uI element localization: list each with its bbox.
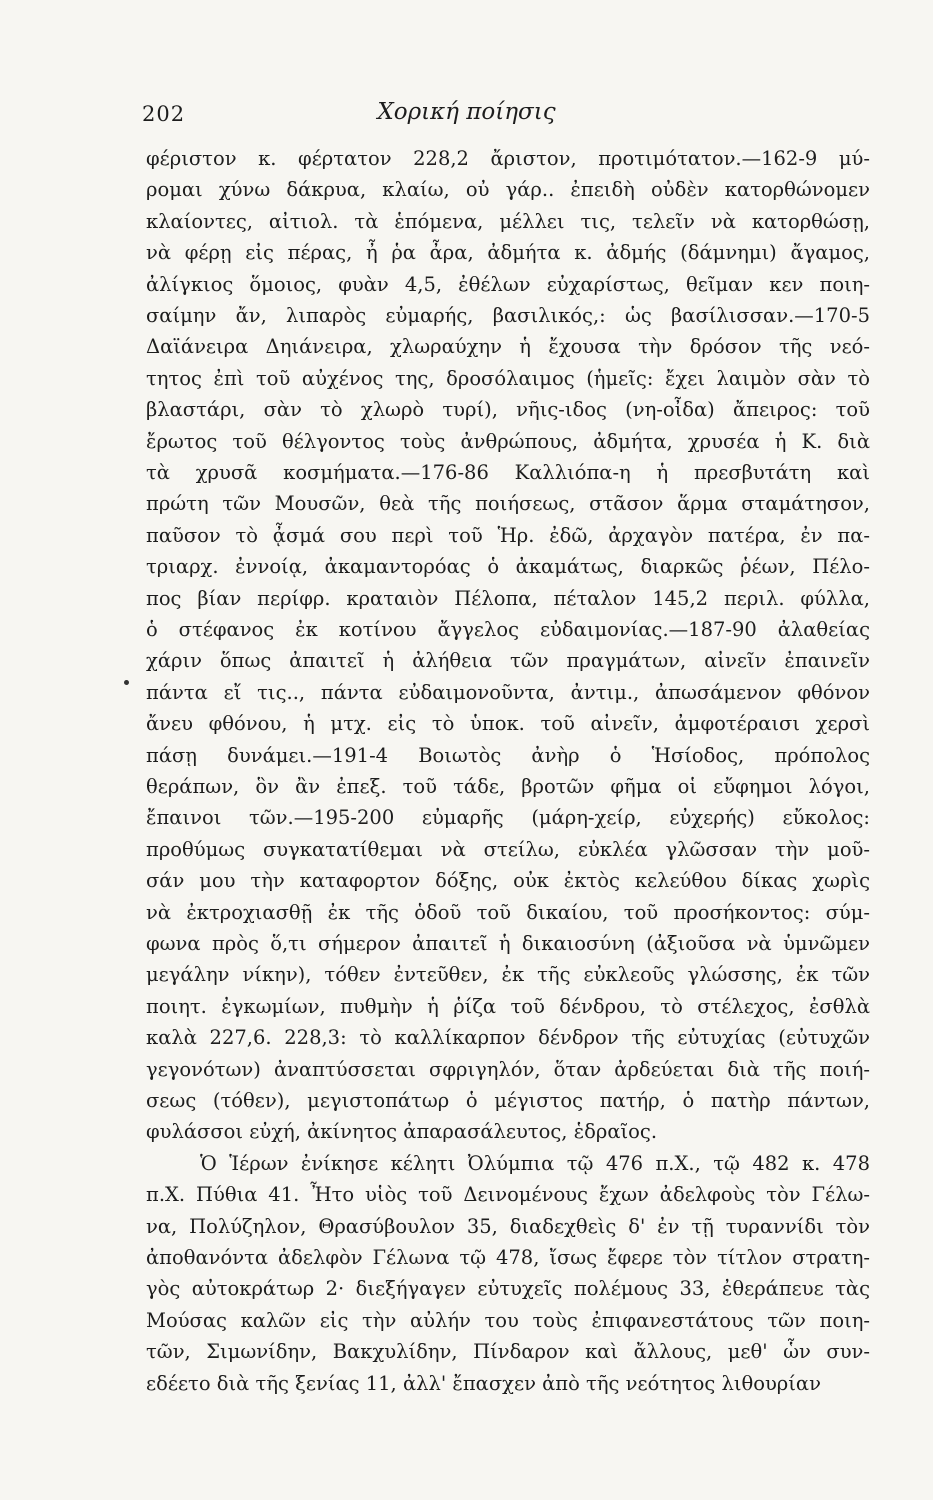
commentary-line: φυλάσσοι εὐχή, ἀκίνητος ἀπαρασάλευτος, ἑδραῖος. bbox=[146, 1120, 658, 1144]
commentary-line: νὰ ἐκτροχιασθῇ ἐκ τῆς ὁδοῦ τοῦ δικαίου, τοῦ προσήκοντος: σύμ- bbox=[146, 900, 870, 924]
commentary-line: σάν μου τὴν καταφορτον δόξης, οὐκ ἐκτὸς κελεύθου δίκας χωρὶς bbox=[146, 869, 870, 893]
commentary-line: τριαρχ. ἐννοίᾳ, ἀκαμαντορόας ὁ ἀκαμάτως, διαρκῶς ῥέων, Πέλο- bbox=[146, 555, 870, 579]
commentary-line: ἀλίγκιος ὅμοιος, φυὰν 4,5, ἐθέλων εὐχαρίστως, θεῖμαν κεν ποιη- bbox=[146, 272, 870, 296]
commentary-line: θεράπων, ὃν ἂν ἐπεξ. τοῦ τάδε, βροτῶν φῆμα οἱ εὔφημοι λόγοι, bbox=[146, 775, 870, 798]
commentary-line: πάσῃ δυνάμει.—191-4 Βοιωτὸς ἀνὴρ ὁ Ἡσίοδος, πρόπολος bbox=[146, 743, 870, 767]
biography-line: π.Χ. Πύθια 41. Ἦτο υἱὸς τοῦ Δεινομένους ἔχων ἀδελφοὺς τὸν Γέλω- bbox=[146, 1183, 870, 1207]
commentary-line: ἔρωτος τοῦ θέλγοντος τοὺς ἀνθρώπους, ἀδμήτα, χρυσέα ἡ Κ. διὰ bbox=[146, 429, 870, 453]
page-number: 202 bbox=[142, 102, 186, 126]
commentary-line: Δαϊάνειρα Δηιάνειρα, χλωραύχην ἡ ἔχουσα τὴν δρόσον τῆς νεό- bbox=[146, 335, 870, 359]
commentary-line: σαίμην ἄν, λιπαρὸς εὐμαρής, βασιλικός,: ὡς βασίλισσαν.—170-5 bbox=[146, 304, 870, 327]
biography-line: γὸς αὐτοκράτωρ 2· διεξήγαγεν εὐτυχεῖς πολέμους 33, ἐθεράπευε τὰς bbox=[146, 1277, 870, 1301]
commentary-line: τὰ χρυσᾶ κοσμήματα.—176-86 Καλλιόπα-η ἡ πρεσβυτάτη καὶ bbox=[146, 461, 870, 484]
commentary-line: καλὰ 227,6. 228,3: τὸ καλλίκαρπον δένδρον τῆς εὐτυχίας (εὐτυχῶν bbox=[146, 1026, 870, 1050]
commentary-line: φέριστον κ. φέρτατον 228,2 ἄριστον, προτιμότατον.—162-9 μύ- bbox=[146, 147, 870, 170]
biography-line: Μούσας καλῶν εἰς τὴν αὐλήν του τοὺς ἐπιφανεστάτους τῶν ποιη- bbox=[146, 1308, 870, 1332]
commentary-line: παῦσον τὸ ᾆσμά σου περὶ τοῦ Ἡρ. ἐδῶ, ἀρχαγὸν πατέρα, ἐν πα- bbox=[146, 523, 870, 547]
commentary-line: ἄνευ φθόνου, ἡ μτχ. εἰς τὸ ὑποκ. τοῦ αἰνεῖν, ἀμφοτέραισι χερσὶ bbox=[146, 712, 870, 736]
commentary-line: πάντα εἴ τις.., πάντα εὐδαιμονοῦντα, ἀντιμ., ἀπωσάμενον φθόνον bbox=[146, 680, 870, 704]
biography-line: τῶν, Σιμωνίδην, Βακχυλίδην, Πίνδαρον καὶ ἄλλους, μεθ' ὧν συν- bbox=[146, 1340, 870, 1364]
margin-mark bbox=[124, 680, 129, 685]
biography-line: να, Πολύζηλον, Θρασύβουλον 35, διαδεχθεὶς δ' ἐν τῇ τυραννίδι τὸν bbox=[146, 1214, 870, 1238]
commentary-line: τητος ἐπὶ τοῦ αὐχένος της, δροσόλαιμος (ἡμεῖς: ἔχει λαιμὸν σὰν τὸ bbox=[146, 366, 870, 390]
commentary-line: προθύμως συγκατατίθεμαι νὰ στείλω, εὐκλέα γλῶσσαν τὴν μοῦ- bbox=[146, 837, 870, 861]
biography-line: Ὁ Ἱέρων ἐνίκησε κέλητι Ὀλύμπια τῷ 476 π.Χ., τῷ 482 κ. 478 bbox=[200, 1151, 870, 1175]
biography-line: ἀποθανόντα ἀδελφὸν Γέλωνα τῷ 478, ἴσως ἔφερε τὸν τίτλον στρατη- bbox=[146, 1246, 870, 1269]
commentary-line: πος βίαν περίφρ. κραταιὸν Πέλοπα, πέταλον 145,2 περιλ. φύλλα, bbox=[146, 586, 870, 610]
commentary-line: βλαστάρι, σὰν τὸ χλωρὸ τυρί), νῆις-ιδος (νη-οἶδα) ἄπειρος: τοῦ bbox=[146, 398, 870, 422]
commentary-line: νὰ φέρῃ εἰς πέρας, ἦ ῥα ἆρα, ἀδμήτα κ. ἀδμής (δάμνημι) ἄγαμος, bbox=[146, 241, 870, 265]
commentary-line: κλαίοντες, αἰτιολ. τὰ ἑπόμενα, μέλλει τις, τελεῖν νὰ κατορθώσῃ, bbox=[146, 209, 870, 233]
commentary-line: ἔπαινοι τῶν.—195-200 εὐμαρῆς (μάρη-χείρ, εὐχερής) εὔκολος: bbox=[146, 806, 870, 830]
biography-line: εδέετο διὰ τῆς ξενίας 11, ἀλλ' ἔπασχεν ἀπὸ τῆς νεότητος λιθουρίαν bbox=[146, 1371, 821, 1395]
commentary-line: μεγάλην νίκην), τόθεν ἐντεῦθεν, ἐκ τῆς εὐκλεοῦς γλώσσης, ἐκ τῶν bbox=[146, 963, 870, 987]
commentary-line: ποιητ. ἐγκωμίων, πυθμὴν ἡ ῥίζα τοῦ δένδρου, τὸ στέλεχος, ἐσθλὰ bbox=[146, 994, 870, 1018]
commentary-line: ὁ στέφανος ἐκ κοτίνου ἄγγελος εὐδαιμονίας.—187-90 ἀλαθείας bbox=[146, 618, 870, 641]
commentary-line: ρομαι χύνω δάκρυα, κλαίω, οὐ γάρ.. ἐπειδὴ οὐδὲν κατορθώνομεν bbox=[146, 178, 870, 202]
commentary-line: χάριν ὅπως ἀπαιτεῖ ἡ ἀλήθεια τῶν πραγμάτων, αἰνεῖν ἐπαινεῖν bbox=[146, 649, 870, 673]
commentary-line: πρώτη τῶν Μουσῶν, θεὰ τῆς ποιήσεως, στᾶσον ἅρμα σταμάτησον, bbox=[146, 492, 870, 516]
commentary-line: γεγονότων) ἀναπτύσσεται σφριγηλόν, ὅταν ἀρδεύεται διὰ τῆς ποιή- bbox=[146, 1057, 870, 1081]
running-head: Χορική ποίησις bbox=[377, 99, 556, 125]
commentary-line: σεως (τόθεν), μεγιστοπάτωρ ὁ μέγιστος πατήρ, ὁ πατὴρ πάντων, bbox=[146, 1089, 870, 1112]
commentary-line: φωνα πρὸς ὅ,τι σήμερον ἀπαιτεῖ ἡ δικαιοσύνη (ἀξιοῦσα νὰ ὑμνῶμεν bbox=[146, 932, 870, 955]
